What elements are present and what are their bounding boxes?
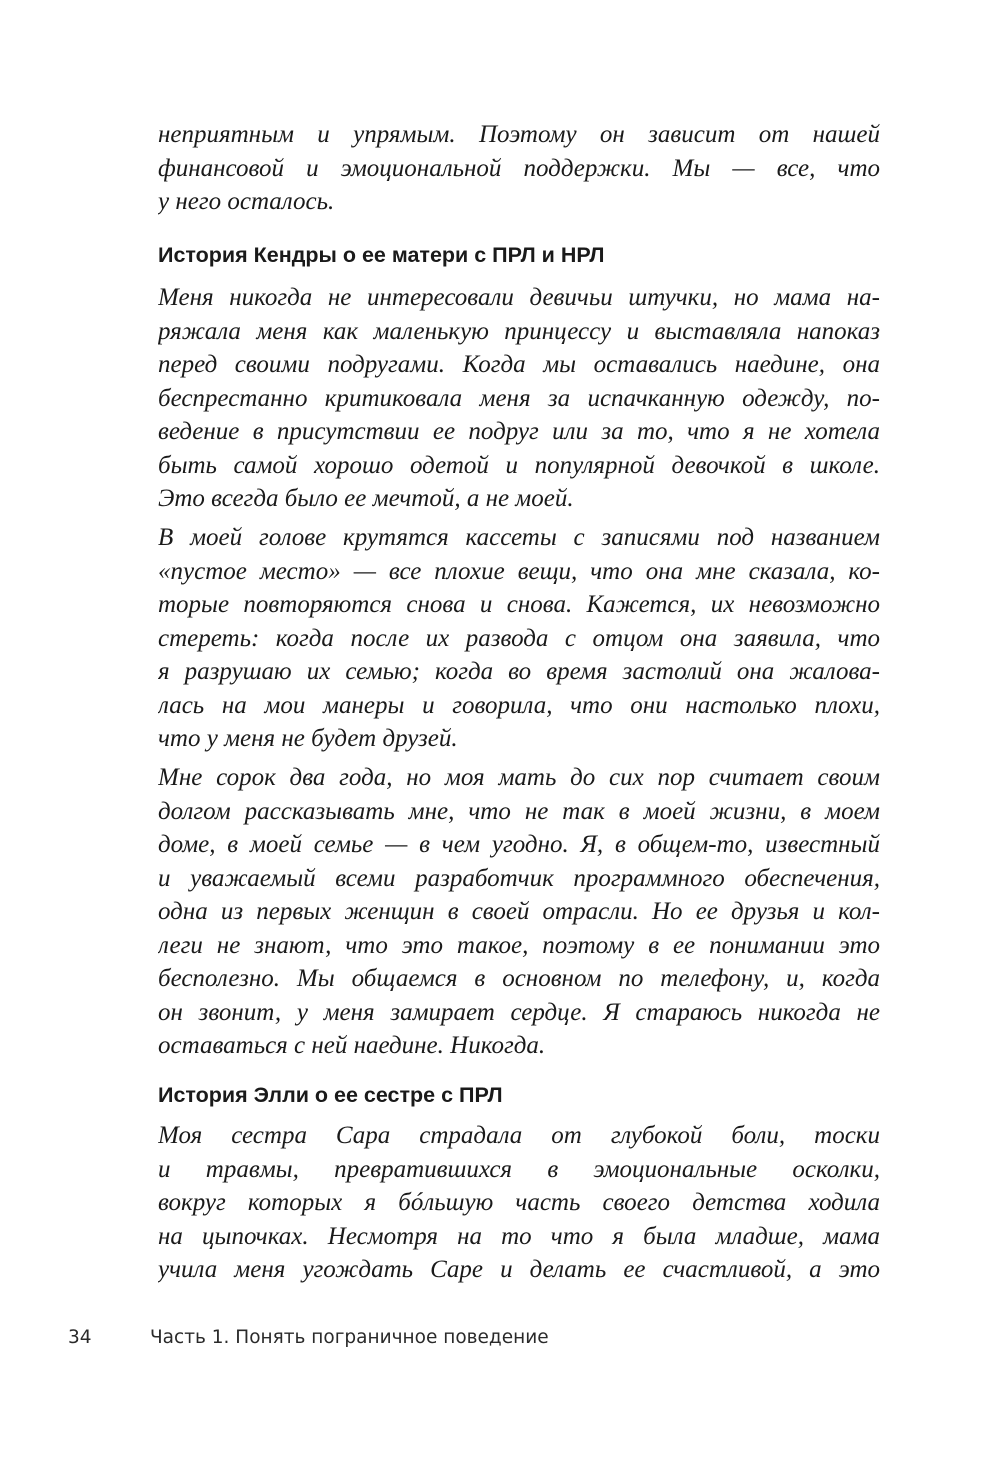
text-line: неприятным и упрямым. Поэтому он зависит от нашей: [158, 121, 880, 148]
kendra-paragraph-3: [158, 761, 880, 1063]
elli-paragraph-1: [158, 1119, 880, 1287]
text-line: лась на мои манеры и говорила, что они настолько плохи,: [158, 691, 880, 719]
text-line: беспрестанно критиковала меня за испачканную одежду, по-: [158, 384, 880, 412]
text-line: у него осталось.: [158, 188, 335, 215]
text-line: я разрушаю их семью; когда во время застолий она жалова-: [158, 658, 880, 685]
text-line: что у меня не будет друзей.: [158, 725, 458, 752]
text-line: и уважаемый всеми разработчик программного обеспечения,: [158, 864, 880, 892]
text-line: вокруг которых я бóльшую часть своего детства ходила: [158, 1189, 880, 1216]
text-line: перед своими подругами. Когда мы оставались наедине, она: [158, 351, 880, 378]
text-line: учила меня угождать Саре и делать ее счастливой, а это: [158, 1256, 880, 1283]
text-line: торые повторяются снова и снова. Кажется, их невозможно: [158, 591, 880, 618]
text-line: Меня никогда не интересовали девичьи штучки, но мама на-: [158, 284, 880, 311]
text-line: бесполезно. Мы общаемся в основном по телефону, и, когда: [158, 965, 880, 992]
text-line: ряжала меня как маленькую принцессу и выставляла напоказ: [158, 317, 880, 345]
kendra-paragraph-2: [158, 521, 880, 756]
text-line: быть самой хорошо одетой и популярной девочкой в школе.: [158, 451, 880, 479]
text-line: на цыпочках. Несмотря на то что я была младше, мама: [158, 1222, 880, 1250]
text-line: Мне сорок два года, но моя мать до сих пор считает своим: [158, 764, 880, 791]
text-line: финансовой и эмоциональной поддержки. Мы — все, что: [158, 154, 880, 182]
text-line: леги не знают, что это такое, поэтому в ее понимании это: [158, 931, 880, 959]
text-line: и травмы, превратившихся в эмоциональные осколки,: [158, 1155, 880, 1183]
page-number: 34: [68, 1327, 92, 1348]
intro-paragraph: [158, 118, 880, 219]
text-line: Моя сестра Сара страдала от глубокой боли, тоски: [158, 1122, 880, 1149]
text-line: стереть: когда после их развода с отцом она заявила, что: [158, 624, 880, 652]
text-line: долгом рассказывать мне, что не так в моей жизни, в моем: [158, 797, 880, 825]
text-line: одна из первых женщин в своей отрасли. Но ее друзья и кол-: [158, 898, 880, 925]
text-line: «пустое место» — все плохие вещи, что она мне сказала, ко-: [158, 557, 880, 585]
text-line: оставаться с ней наедине. Никогда.: [158, 1032, 546, 1059]
text-line: Это всегда было ее мечтой, а не моей.: [158, 485, 574, 512]
kendra-paragraph-1: [158, 281, 880, 516]
section-heading-kendra: История Кендры о ее матери с ПРЛ и НРЛ: [158, 243, 605, 267]
text-line: В моей голове крутятся кассеты с записями под названием: [158, 524, 880, 551]
section-heading-elli: История Элли о ее сестре с ПРЛ: [158, 1083, 503, 1107]
text-line: ведение в присутствии ее подруг или за то, что я не хотела: [158, 418, 880, 445]
text-line: он звонит, у меня замирает сердце. Я стараюсь никогда не: [158, 998, 880, 1026]
text-line: доме, в моей семье — в чем угодно. Я, в общем-то, известный: [158, 831, 880, 858]
running-title: Часть 1. Понять пограничное поведение: [150, 1327, 549, 1348]
